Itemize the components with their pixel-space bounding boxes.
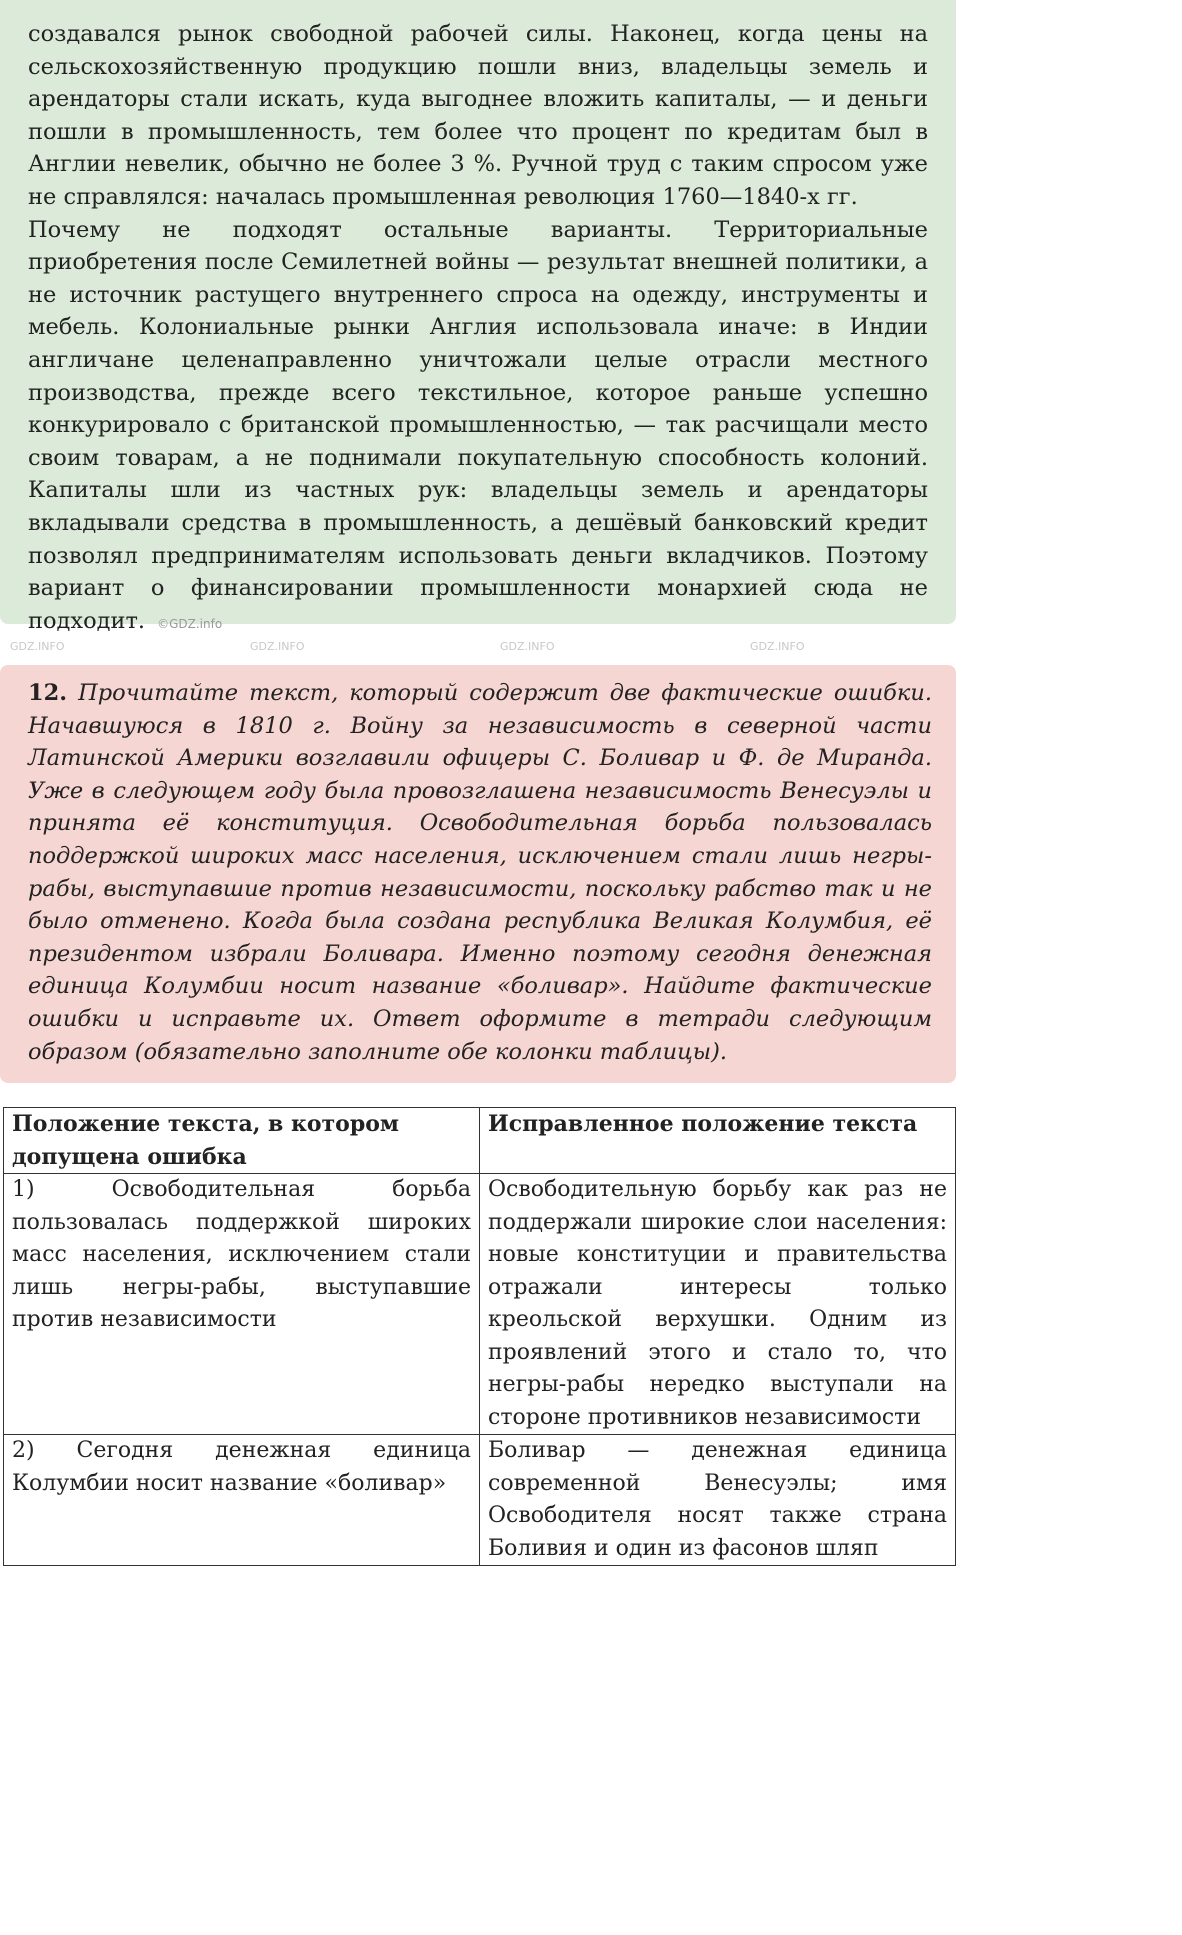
watermark-text: GDZ.INFO: [250, 640, 305, 653]
table-cell-correction: Освободительную борьбу как раз не поддержали широкие слои населения: новые конституции и правительства отражали интересы только креольской верхушки. Одним из проявлений этого и стало то, что негры-рабы нередко выступали на стороне противников независимости: [480, 1174, 956, 1435]
answer-paragraph-2-text: Почему не подходят остальные варианты. Территориальные приобретения после Семилетней войны — результат внешней политики, а не источник растущего внутреннего спроса на одежду, инструменты и мебель. Колониальные рынки Англия использовала иначе: в Индии англичане целенаправленно уничтожали целые отрасли местного производства, прежде всего текстильное, которое раньше успешно конкурировало с британской промышленностью, — так расчищали место своим товарам, а не поднимали покупательную способность колоний. Капиталы шли из частных рук: владельцы земель и арендаторы вкладывали средства в промышленность, а дешёвый банковский кредит позволял предпринимателям использовать деньги вкладчиков. Поэтому вариант о финансировании промышленности монархией сюда не подходит.: [28, 216, 928, 634]
task-text: Прочитайте текст, который содержит две фактические ошибки. Начавшуюся в 1810 г. Войну за независимость в северной части Латинской Америки возглавили офицеры С. Боливар и Ф. де Миранда. Уже в следующем году была провозглашена независимость Венесуэлы и принята её конституция. Освободительная борьба пользовалась поддержкой широких масс населения, исключением стали лишь негры-рабы, выступавшие против независимости, поскольку рабство так и не было отменено. Когда была создана республика Великая Колумбия, её президентом избрали Боливара. Именно поэтому сегодня денежная единица Колумбии носит название «боливар». Найдите фактические ошибки и исправьте их. Ответ оформите в тетради следующим образом (обязательно заполните обе колонки таблицы).: [28, 680, 932, 1065]
table-cell-error: 1) Освободительная борьба пользовалась поддержкой широких масс населения, исключением стали лишь негры-рабы, выступавшие против независимости: [4, 1174, 480, 1435]
table-header-row: [4, 1108, 956, 1174]
answer-paragraph-2: [28, 214, 928, 641]
source-credit: ©GDZ.info: [157, 616, 223, 631]
task-number: 12.: [28, 680, 68, 706]
errors-table: [3, 1107, 956, 1566]
column-header-error: Положение текста, в котором допущена ошибка: [4, 1108, 480, 1174]
column-header-correction: Исправленное положение текста: [480, 1108, 956, 1174]
answer-paragraph-1: создавался рынок свободной рабочей силы. Наконец, когда цены на сельскохозяйственную продукцию пошли вниз, владельцы земель и арендаторы стали искать, куда выгоднее вложить капиталы, — и деньги пошли в промышленность, тем более что процент по кредитам был в Англии невелик, обычно не более 3 %. Ручной труд с таким спросом уже не справлялся: началась промышленная революция 1760—1840-х гг.: [28, 21, 928, 210]
table-cell-error: 2) Сегодня денежная единица Колумбии носит название «боливар»: [4, 1435, 480, 1566]
table-row: [4, 1174, 956, 1435]
watermark-text: GDZ.INFO: [500, 640, 555, 653]
table-row: [4, 1435, 956, 1566]
watermark-text: GDZ.INFO: [10, 640, 65, 653]
table-cell-correction: Боливар — денежная единица современной Венесуэлы; имя Освободителя носят также страна Боливия и один из фасонов шляп: [480, 1435, 956, 1566]
task-paragraph: [28, 677, 932, 1068]
watermark-text: GDZ.INFO: [750, 640, 805, 653]
answer-box: [0, 0, 956, 634]
task-box: [0, 665, 956, 1083]
